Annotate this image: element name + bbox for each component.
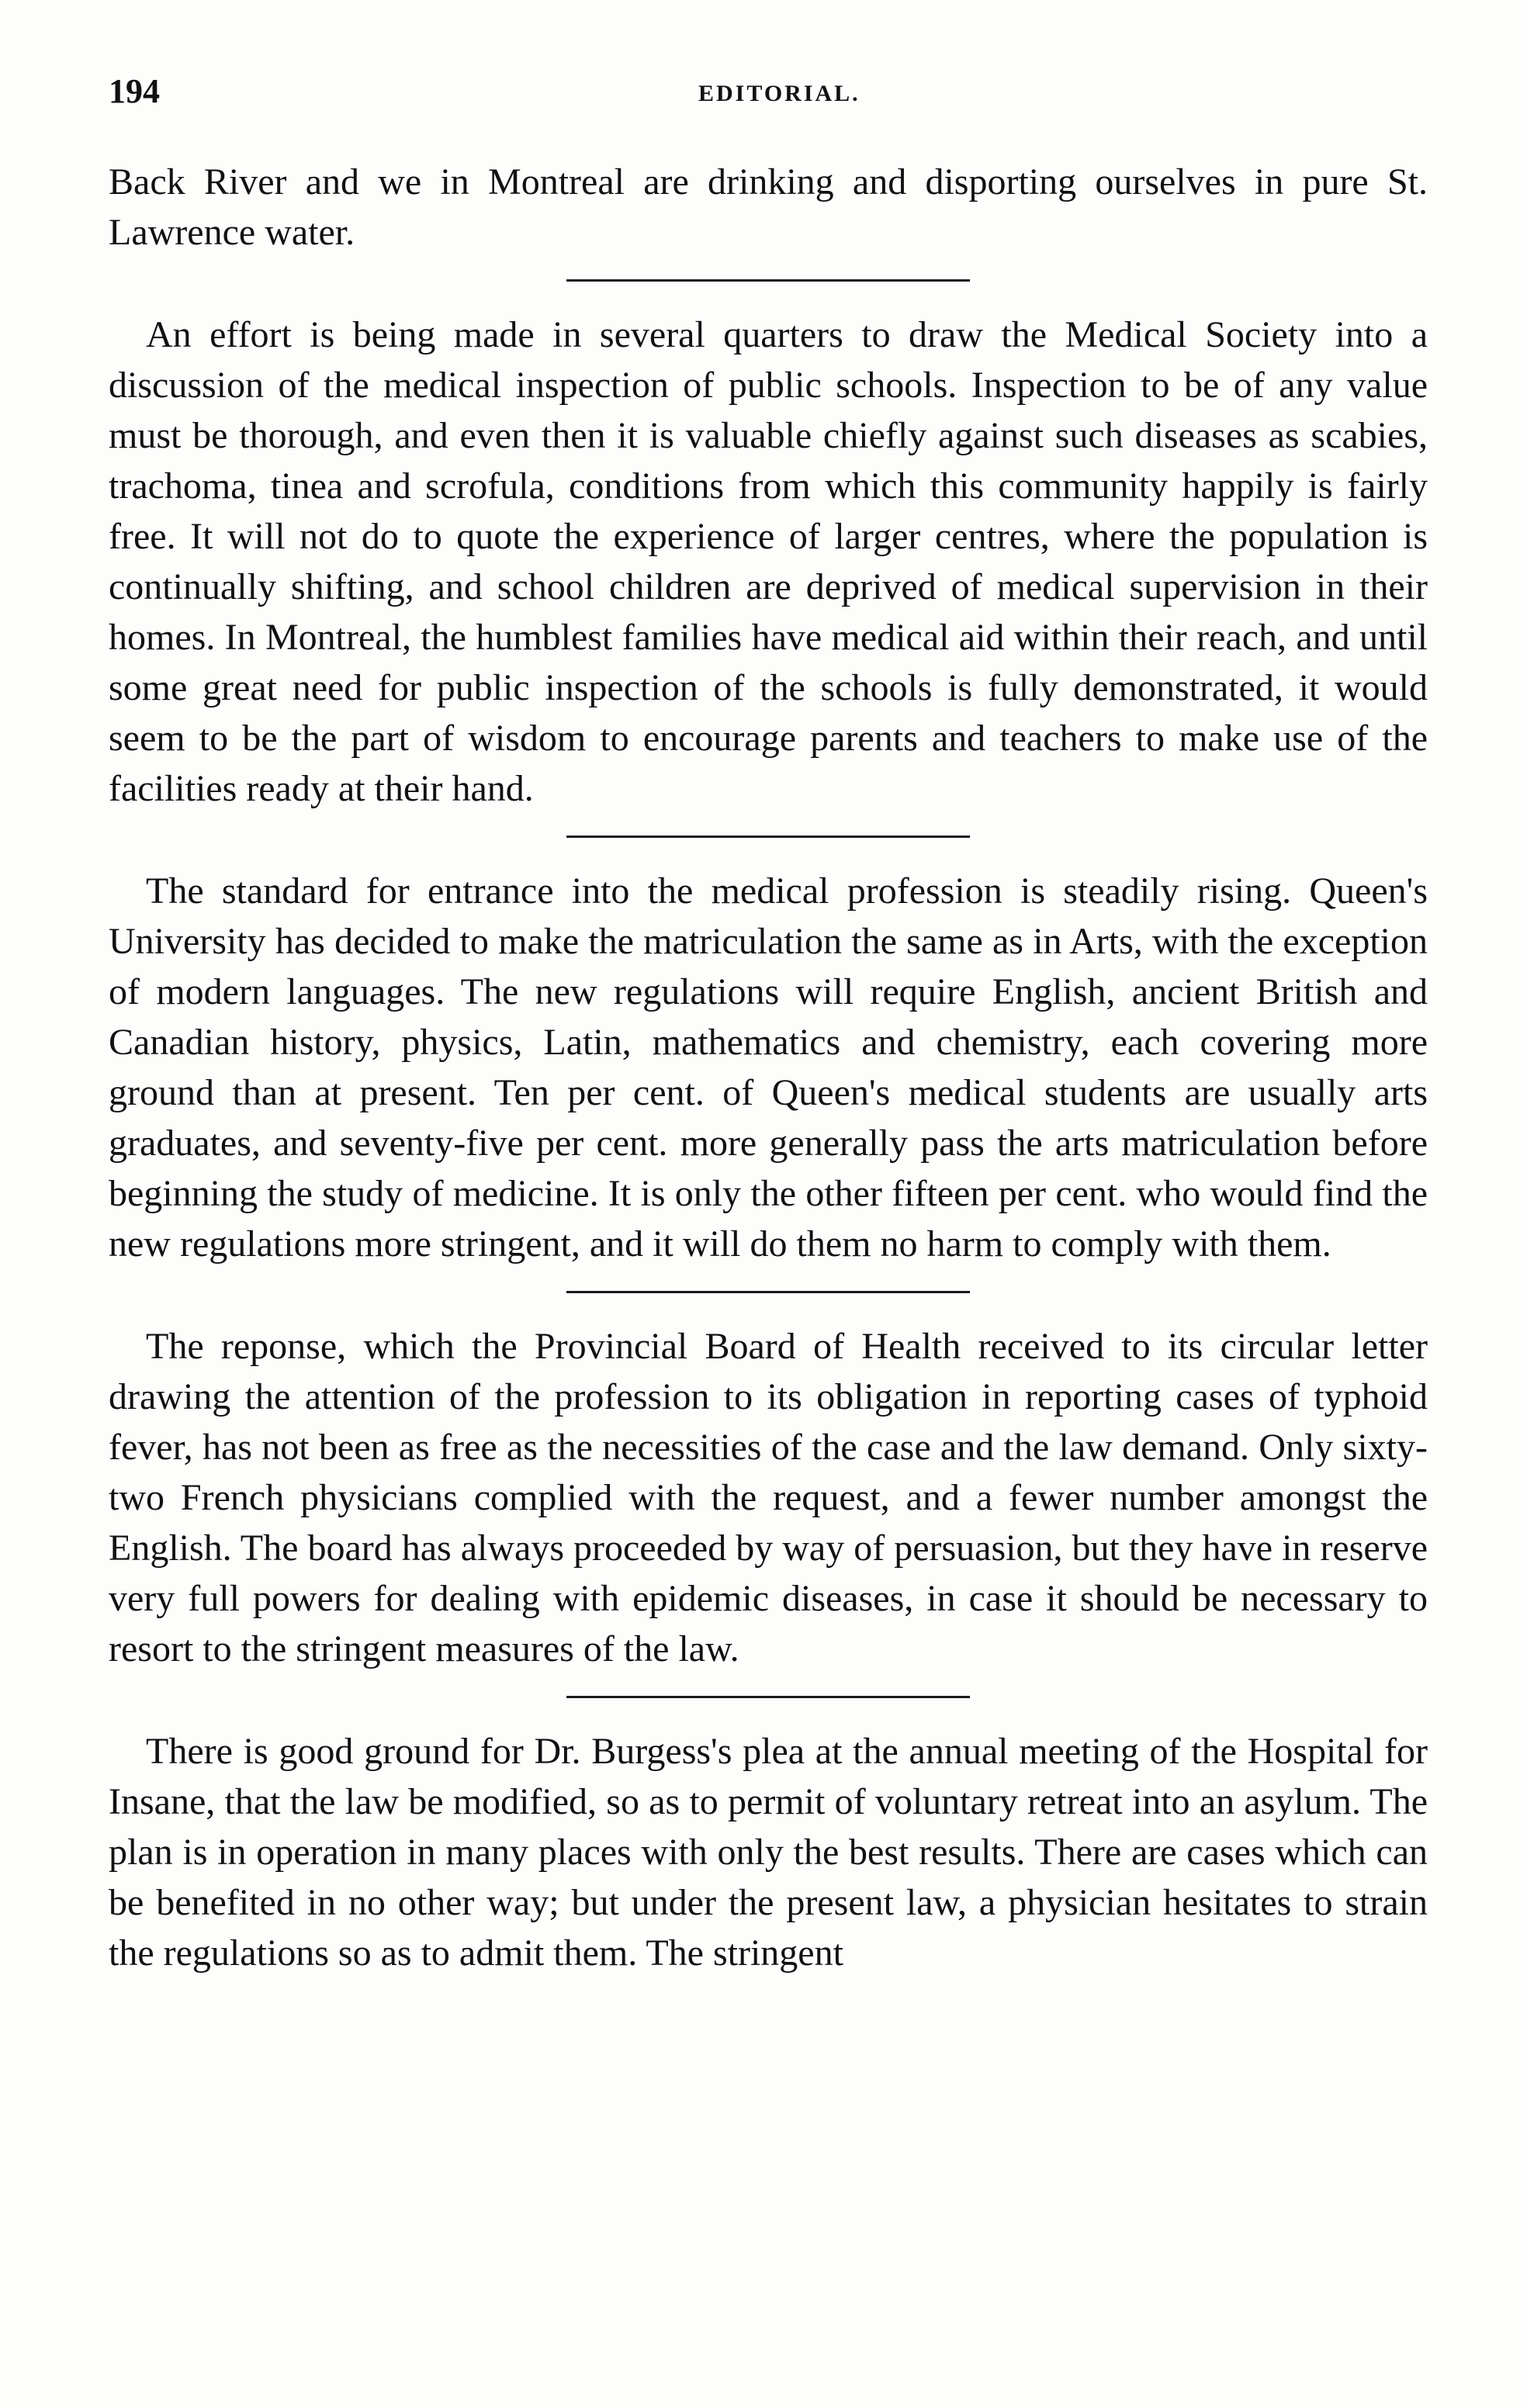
section-divider bbox=[566, 279, 970, 282]
section-divider bbox=[566, 1291, 970, 1293]
section-divider bbox=[566, 836, 970, 838]
page-number: 194 bbox=[109, 72, 160, 110]
paragraph-continuation: Back River and we in Montreal are drinking and disporting ourselves in pure St. Lawrence water. bbox=[109, 161, 1428, 253]
running-head bbox=[109, 71, 1428, 126]
paragraph-board-of-health: The reponse, which the Provincial Board of Health received to its circular letter drawing the attention of the profession to its obligation in reporting cases of typhoid fever, has not been as free as the necessities of the case and the law demand. Only sixty-two French physicians complied with the request, and a fewer number amongst the English. The board has always proceeded by way of persuasion, but they have in reserve very full powers for dealing with epidemic diseases, in case it should be necessary to resort to the stringent measures of the law. bbox=[109, 1326, 1428, 1669]
article-body bbox=[109, 157, 1428, 1978]
paragraph-hospital-for-insane: There is good ground for Dr. Burgess's plea at the annual meeting of the Hospital for Insane, that the law be modified, so as to permit of voluntary retreat into an asylum. The plan is in operation in many places with only the best results. There are cases which can be benefited in no other way; but under the present law, a physician hesitates to strain the regulations so as to admit them. The stringent bbox=[109, 1731, 1428, 1974]
paragraph-school-inspection: An effort is being made in several quarters to draw the Medical Society into a discussion of the medical inspection of public schools. Inspection to be of any value must be thorough, and even then it is valuable chiefly against such diseases as scabies, trachoma, tinea and scrofula, conditions from which this community happily is fairly free. It will not do to quote the experience of larger centres, where the population is continually shifting, and school children are deprived of medical supervision in their homes. In Montreal, the humblest families have medical aid within their reach, and until some great need for public inspection of the schools is fully demonstrated, it would seem to be the part of wisdom to encourage parents and teachers to make use of the facilities ready at their hand. bbox=[109, 314, 1428, 809]
section-title: EDITORIAL. bbox=[698, 81, 860, 106]
section-divider bbox=[566, 1696, 970, 1698]
paragraph-medical-entrance: The standard for entrance into the medical profession is steadily rising. Queen's University has decided to make the matriculation the same as in Arts, with the exception of modern languages. The new regulations will require English, ancient British and Canadian history, physics, Latin, mathematics and chemistry, each covering more ground than at present. Ten per cent. of Queen's medical students are usually arts graduates, and seventy-five per cent. more generally pass the arts matriculation before beginning the study of medicine. It is only the other fifteen per cent. who would find the new regulations more stringent, and it will do them no harm to comply with them. bbox=[109, 870, 1428, 1265]
